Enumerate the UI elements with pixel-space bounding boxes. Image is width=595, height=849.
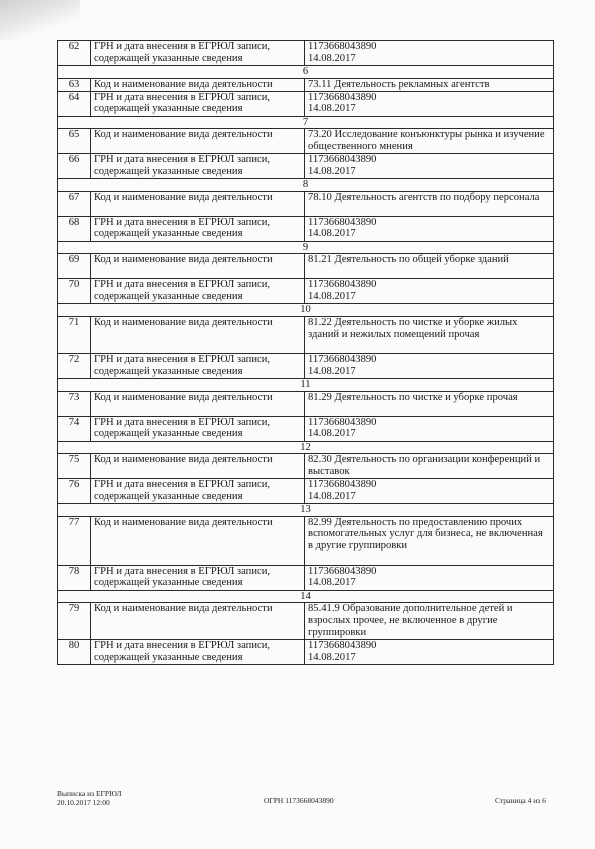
- row-number: 68: [58, 216, 91, 241]
- table-body: [58, 41, 554, 665]
- row-number: 71: [58, 316, 91, 353]
- field-value: 1173668043890 14.08.2017: [305, 353, 554, 378]
- section-row: [58, 304, 554, 317]
- row-number: 78: [58, 565, 91, 590]
- field-value: 81.21 Деятельность по общей уборке зданий: [305, 254, 554, 279]
- footer-ogrn: ОГРН 1173668043890: [264, 796, 334, 805]
- field-value: 81.22 Деятельность по чистке и уборке жилых зданий и нежилых помещений прочая: [305, 316, 554, 353]
- field-name: Код и наименование вида деятельности: [91, 603, 305, 640]
- section-number: 7: [58, 116, 554, 129]
- footer-page-number: Страница 4 из 6: [495, 796, 546, 805]
- field-name: Код и наименование вида деятельности: [91, 454, 305, 479]
- table-row: [58, 191, 554, 216]
- row-number: 77: [58, 516, 91, 565]
- section-number: 14: [58, 590, 554, 603]
- field-value: 82.99 Деятельность по предоставлению прочих вспомогательных услуг для бизнеса, не включенная в другие группировки: [305, 516, 554, 565]
- section-number: 11: [58, 378, 554, 391]
- section-number: 9: [58, 241, 554, 254]
- field-value: 1173668043890 14.08.2017: [305, 216, 554, 241]
- row-number: 66: [58, 154, 91, 179]
- table-row: [58, 154, 554, 179]
- section-row: [58, 179, 554, 192]
- table-row: [58, 516, 554, 565]
- field-name: ГРН и дата внесения в ЕГРЮЛ записи, содержащей указанные сведения: [91, 640, 305, 665]
- field-value: 82.30 Деятельность по организации конференций и выставок: [305, 454, 554, 479]
- section-number: 10: [58, 304, 554, 317]
- field-value: 1173668043890 14.08.2017: [305, 154, 554, 179]
- table-row: [58, 316, 554, 353]
- row-number: 79: [58, 603, 91, 640]
- field-name: Код и наименование вида деятельности: [91, 191, 305, 216]
- section-row: [58, 241, 554, 254]
- table-row: [58, 416, 554, 441]
- field-name: ГРН и дата внесения в ЕГРЮЛ записи, содержащей указанные сведения: [91, 154, 305, 179]
- table-row: [58, 603, 554, 640]
- row-number: 62: [58, 41, 91, 66]
- footer-left: [57, 789, 122, 807]
- row-number: 72: [58, 353, 91, 378]
- field-name: Код и наименование вида деятельности: [91, 129, 305, 154]
- row-number: 74: [58, 416, 91, 441]
- row-number: 70: [58, 279, 91, 304]
- field-name: ГРН и дата внесения в ЕГРЮЛ записи, содержащей указанные сведения: [91, 479, 305, 504]
- field-value: 1173668043890 14.08.2017: [305, 640, 554, 665]
- table-row: [58, 391, 554, 416]
- section-number: 8: [58, 179, 554, 192]
- section-row: [58, 504, 554, 517]
- section-row: [58, 116, 554, 129]
- field-value: 1173668043890 14.08.2017: [305, 41, 554, 66]
- field-name: ГРН и дата внесения в ЕГРЮЛ записи, содержащей указанные сведения: [91, 216, 305, 241]
- field-name: Код и наименование вида деятельности: [91, 316, 305, 353]
- field-name: ГРН и дата внесения в ЕГРЮЛ записи, содержащей указанные сведения: [91, 353, 305, 378]
- footer-datetime: 20.10.2017 12:00: [57, 798, 110, 807]
- table-row: [58, 640, 554, 665]
- table-row: [58, 353, 554, 378]
- row-number: 69: [58, 254, 91, 279]
- section-number: 6: [58, 66, 554, 79]
- row-number: 73: [58, 391, 91, 416]
- section-row: [58, 441, 554, 454]
- table-row: [58, 91, 554, 116]
- row-number: 75: [58, 454, 91, 479]
- row-number: 76: [58, 479, 91, 504]
- field-value: 1173668043890 14.08.2017: [305, 416, 554, 441]
- table-row: [58, 216, 554, 241]
- field-name: ГРН и дата внесения в ЕГРЮЛ записи, содержащей указанные сведения: [91, 565, 305, 590]
- section-row: [58, 378, 554, 391]
- section-row: [58, 66, 554, 79]
- section-number: 12: [58, 441, 554, 454]
- row-number: 65: [58, 129, 91, 154]
- table-row: [58, 254, 554, 279]
- page-corner-fold: [0, 0, 80, 40]
- table-row: [58, 279, 554, 304]
- row-number: 64: [58, 91, 91, 116]
- field-value: 73.11 Деятельность рекламных агентств: [305, 78, 554, 91]
- table-row: [58, 78, 554, 91]
- field-name: ГРН и дата внесения в ЕГРЮЛ записи, содержащей указанные сведения: [91, 41, 305, 66]
- table-row: [58, 41, 554, 66]
- field-name: ГРН и дата внесения в ЕГРЮЛ записи, содержащей указанные сведения: [91, 416, 305, 441]
- row-number: 80: [58, 640, 91, 665]
- footer-doc-label: Выписка из ЕГРЮЛ: [57, 789, 122, 798]
- table-row: [58, 129, 554, 154]
- field-name: ГРН и дата внесения в ЕГРЮЛ записи, содержащей указанные сведения: [91, 91, 305, 116]
- row-number: 63: [58, 78, 91, 91]
- field-name: Код и наименование вида деятельности: [91, 516, 305, 565]
- table-row: [58, 565, 554, 590]
- field-value: 78.10 Деятельность агентств по подбору персонала: [305, 191, 554, 216]
- field-value: 1173668043890 14.08.2017: [305, 479, 554, 504]
- field-value: 1173668043890 14.08.2017: [305, 565, 554, 590]
- field-value: 81.29 Деятельность по чистке и уборке прочая: [305, 391, 554, 416]
- field-name: Код и наименование вида деятельности: [91, 78, 305, 91]
- field-value: 1173668043890 14.08.2017: [305, 91, 554, 116]
- section-row: [58, 590, 554, 603]
- table-row: [58, 454, 554, 479]
- field-value: 85.41.9 Образование дополнительное детей и взрослых прочее, не включенное в другие группировки: [305, 603, 554, 640]
- row-number: 67: [58, 191, 91, 216]
- field-name: Код и наименование вида деятельности: [91, 391, 305, 416]
- field-value: 1173668043890 14.08.2017: [305, 279, 554, 304]
- egrul-activity-table: [57, 40, 554, 665]
- section-number: 13: [58, 504, 554, 517]
- table-row: [58, 479, 554, 504]
- field-name: ГРН и дата внесения в ЕГРЮЛ записи, содержащей указанные сведения: [91, 279, 305, 304]
- field-value: 73.20 Исследование конъюнктуры рынка и изучение общественного мнения: [305, 129, 554, 154]
- field-name: Код и наименование вида деятельности: [91, 254, 305, 279]
